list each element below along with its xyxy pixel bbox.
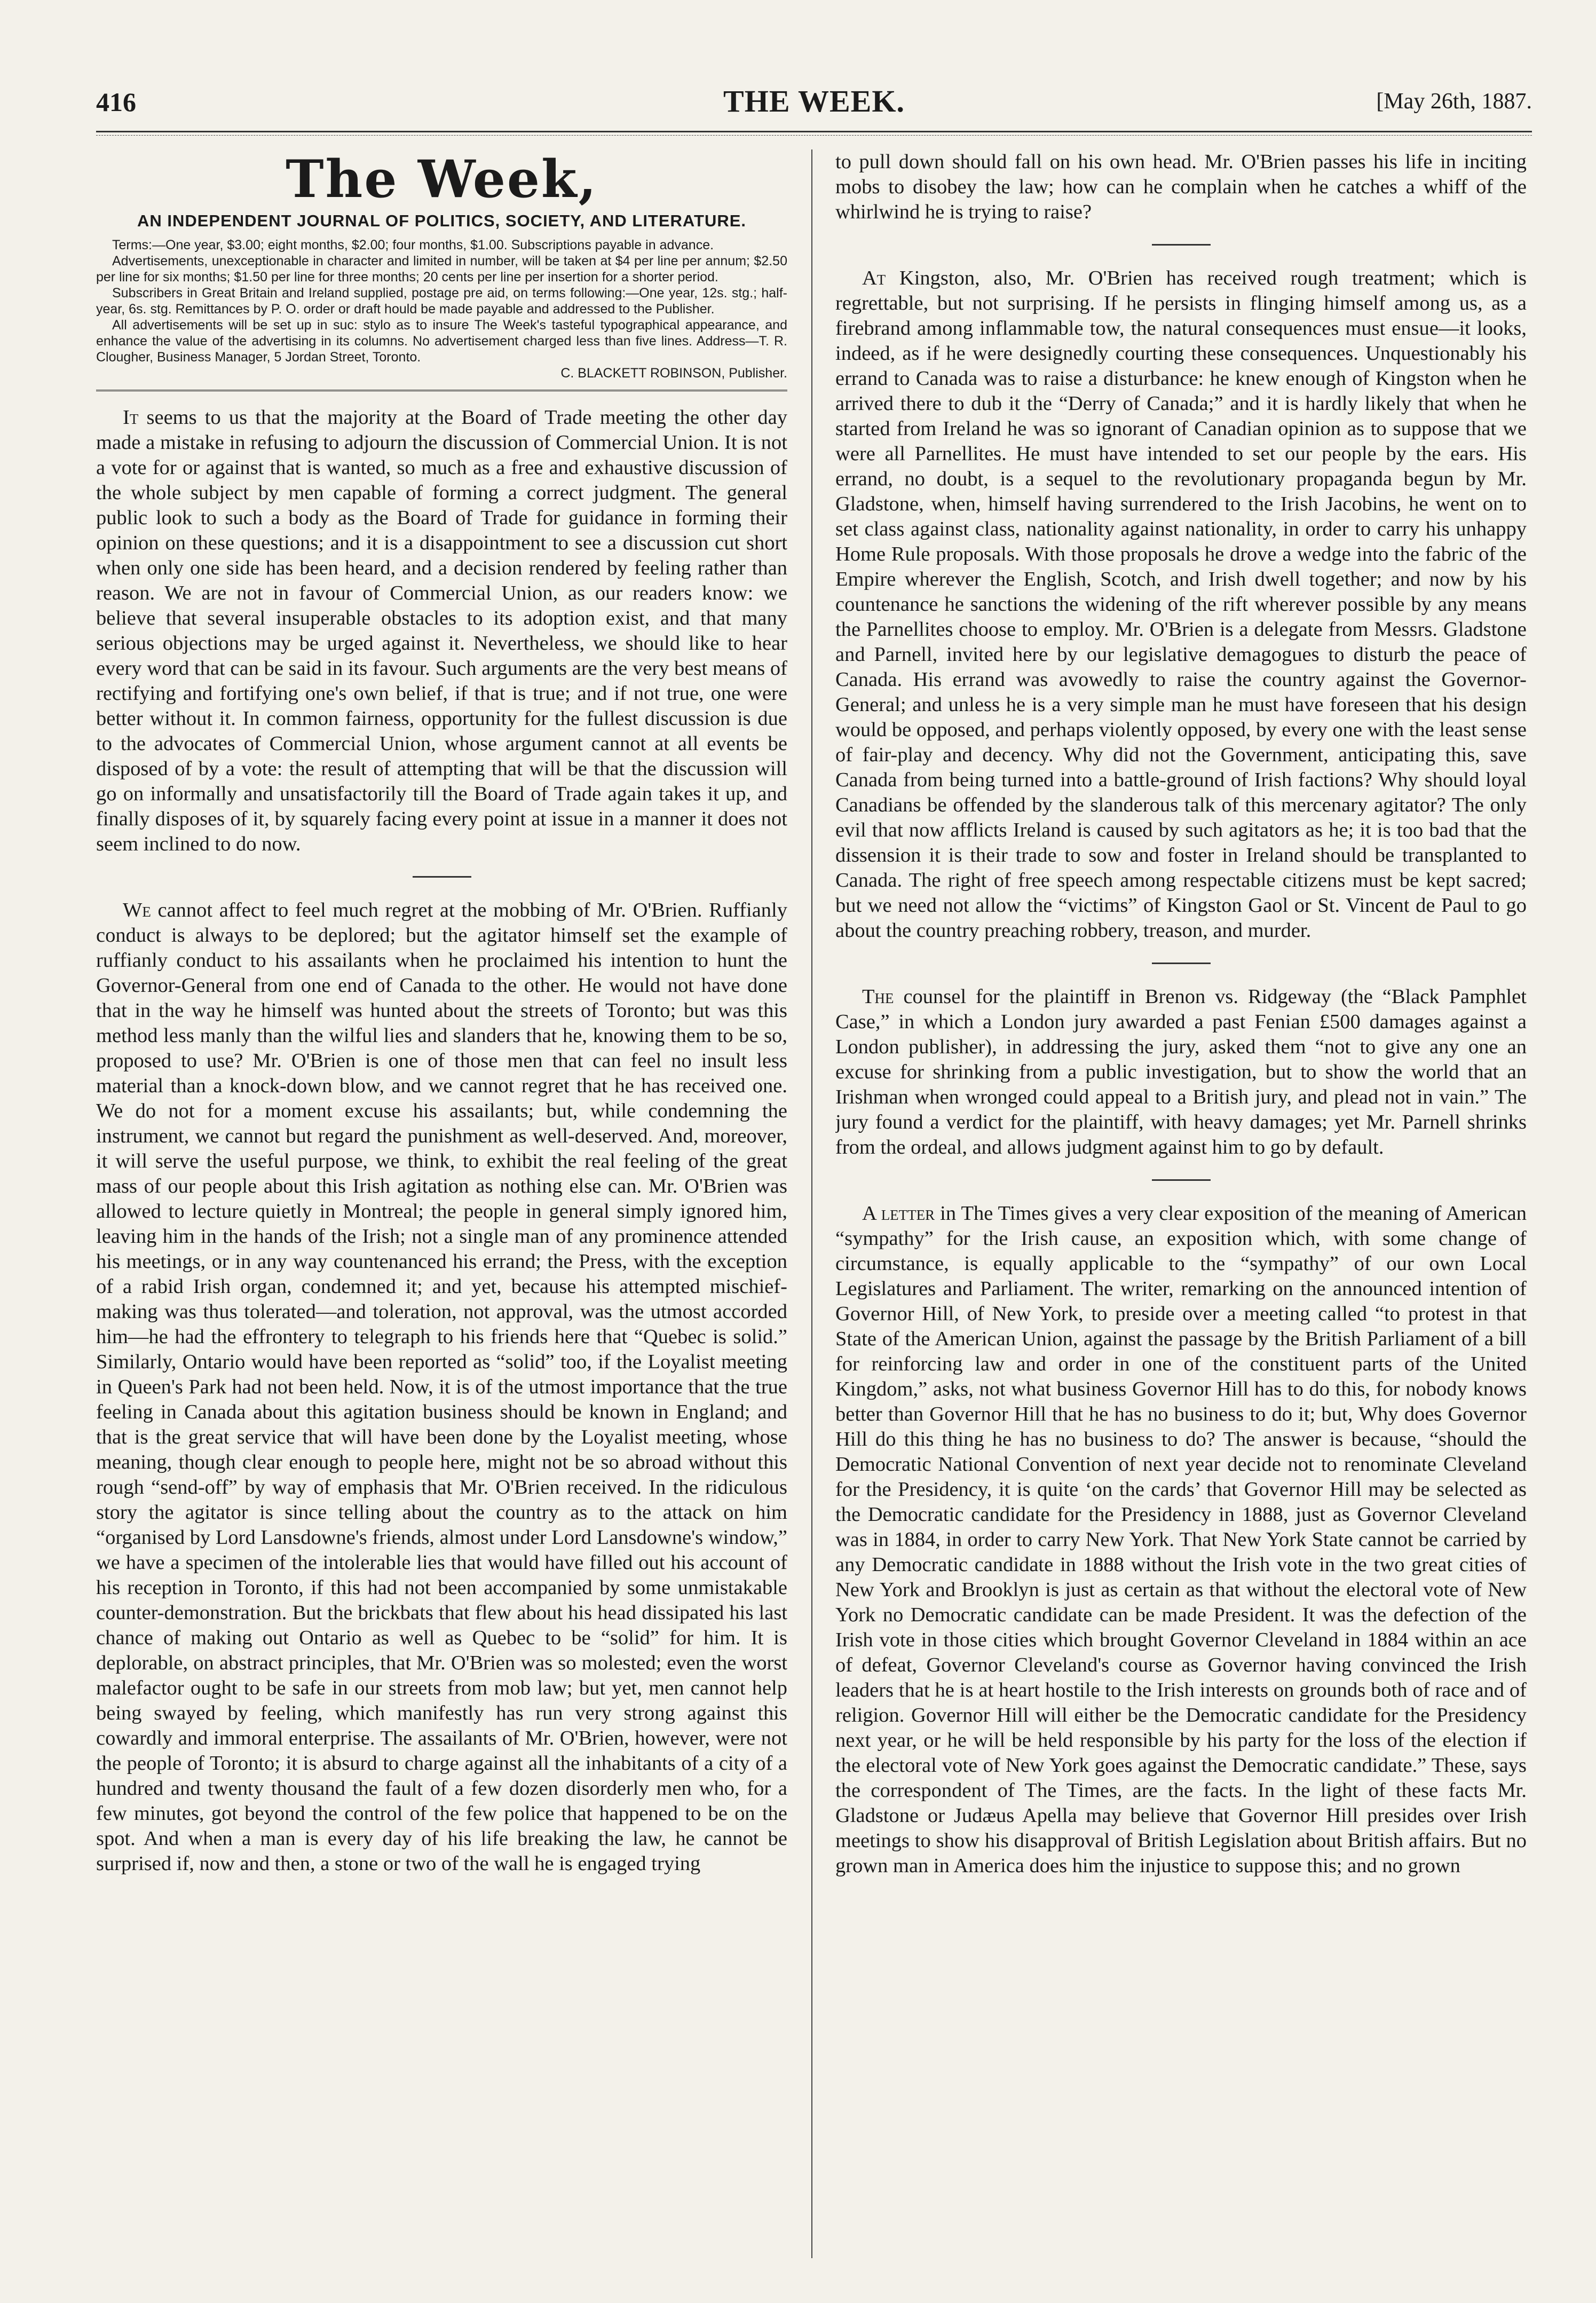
article-paragraph — [835, 1201, 1527, 1879]
article-paragraph — [835, 149, 1527, 225]
article-body: Kingston, also, Mr. O'Brien has received rough treatment; which is regrettable, but not surprising. If he persists in flinging himself among us, as a firebrand among inflammable tow, the natural consequences must ensue—it looks, indeed, as if he were designedly courting these consequences. Unquestionably his errand to Canada was to raise a disturbance: he knew enough of Kingston when he arrived there to dub it the “Derry of Canada;” and it is hardly likely that when he started from Ireland he was so ignorant of Canadian opinion as to suppose that we were all Parnellites. He must have intended to set our people by the ears. His errand, no doubt, is a sequel to the revolutionary propaganda begun by Mr. Gladstone, when, himself having surrendered to the Irish Jacobins, he went on to set class against class, nationality against nationality, in order to carry his unhappy Home Rule proposals. With those proposals he drove a wedge into the fabric of the Empire wherever the English, Scotch, and Irish dwell together; and now by his countenance he sanctions the widening of the rift wherever possible by any means the Parnellites choose to employ. Mr. O'Brien is a delegate from Messrs. Gladstone and Parnell, invited here by our legislative demagogues to disturb the peace of Canada. His errand was avowedly to raise the country against the Governor-General; and unless he is a very simple man he must have foreseen that his design would be opposed, and perhaps violently opposed, by every one with the least sense of fair-play and decency. Why did not the Government, anticipating this, save Canada from being turned into a battle-ground of Irish factions? Why should loyal Canadians be offended by the slanderous talk of this mercenary agitator? The only evil that now afflicts Ireland is caused by such agitators as he; it is too bad that the dissension it is their trade to sow and foster in Ireland should be transplanted to Canada. The right of free speech among respectable citizens must be kept sacred; but we need not allow the “victims” of Kingston Gaol or St. Vincent de Paul to go about the country preaching robbery, treason, and murder. — [835, 267, 1527, 942]
terms-rule — [96, 390, 787, 391]
terms-paragraph: Advertisements, unexceptionable in character and limited in number, will be taken at $4 per line per annum; $2.50 per line for six months; $1.50 per line for three months; 20 cents per line per insertion for a shorter period. — [96, 254, 787, 285]
article-continuation — [835, 149, 1527, 225]
article-divider — [1152, 244, 1211, 246]
left-column — [96, 149, 787, 2274]
article-body: seems to us that the majority at the Board of Trade meeting the other day made a mistake in refusing to adjourn the discussion of Commercial Union. It is not a vote for or against that is wanted, so much as a free and exhaustive discussion of the whole subject by men capable of forming a correct judgment. The general public look to such a body as the Board of Trade for guidance in forming their opinion on these questions; and it is a disappointment to see a discussion cut short when only one side has been heard, and a decision rendered by feeling rather than reason. We are not in favour of Commercial Union, as our readers know: we believe that several insuperable obstacles to its adoption exist, and that many serious objections may be urged against it. Nevertheless, we should like to hear every word that can be said in its favour. Such arguments are the very best means of rectifying and fortifying one's own belief, if that is true; and if not true, one were better without it. In common fairness, opportunity for the fullest discussion is due to the advocates of Commercial Union, whose argument cannot at all events be disposed of by a vote: the result of attempting that will be that the discussion will go on informally and unsatisfactorily till the Board of Trade again takes it up, and finally disposes of it, by squarely facing every point at issue in a manner it does not seem inclined to do now. — [96, 406, 787, 855]
newspaper-page — [96, 80, 1532, 2274]
header-rule — [96, 131, 1532, 132]
terms-paragraph: Terms:—One year, $3.00; eight months, $2.00; four months, $1.00. Subscriptions payable in advance. — [112, 238, 714, 253]
masthead-subtitle: AN INDEPENDENT JOURNAL OF POLITICS, SOCIETY, AND LITERATURE. — [137, 211, 747, 230]
article-paragraph — [96, 898, 787, 1876]
article — [835, 984, 1527, 1160]
article-lead: The — [862, 985, 894, 1008]
issue-date: [May 26th, 1887. — [1376, 89, 1532, 114]
column-separator — [811, 149, 812, 2258]
article-paragraph — [835, 984, 1527, 1160]
running-head — [96, 80, 1532, 123]
masthead-title: The Week, — [286, 149, 598, 209]
article-divider — [1152, 1179, 1211, 1181]
article-body: counsel for the plaintiff in Brenon vs. Ridgeway (the “Black Pamphlet Case,” in which a London jury awarded a past Fenian £500 damages against a London publisher), in addressing the jury, asked them “not to give any one an excuse for shrinking from a public investigation, but to show the world that an Irishman when wronged could appeal to a British jury, and plead not in vain.” The jury found a verdict for the plaintiff, with heavy damages; yet Mr. Parnell shrinks from the ordeal, and allows judgment against him to go by default. — [835, 985, 1527, 1158]
terms-paragraph: Subscribers in Great Britain and Ireland supplied, postage pre aid, on terms following:—One year, 12s. stg.; half-year, 6s. stg. Remittances by P. O. order or draft hould be made payable and addressed to the Publisher. — [96, 286, 787, 317]
article-lead: It — [123, 406, 139, 429]
article-body: cannot affect to feel much regret at the mobbing of Mr. O'Brien. Ruffianly conduct is always to be deplored; but the agitator himself set the example of ruffianly conduct to his assailants when he proclaimed his intention to hunt the Governor-General from one end of Canada to the other. He would not have done that in the way he himself was hunted about the streets of Toronto; but was this method less manly than the wilful lies and slanders that he, knowing them to be so, proposed to use? Mr. O'Brien is one of those men that can feel no insult less material than a knock-down blow, and we cannot regret that he has received one. We do not for a moment excuse his assailants; but, while condemning the instrument, we cannot but regard the punishment as well-deserved. And, moreover, it will serve the useful purpose, we think, to exhibit the real feeling of the great mass of our people about this Irish agitation as nothing else can. Mr. O'Brien was allowed to lecture quietly in Montreal; the people in general simply ignored him, leaving him in the hands of the Irish; not a single man of any prominence attended his meetings, or in any way countenanced his errand; the Press, with the exception of a rabid Irish organ, condemned it; and yet, because his attempted mischief-making was thus tolerated—and toleration, not approval, was the utmost accorded him—he had the effrontery to telegraph to his friends here that “Quebec is solid.” Similarly, Ontario would have been reported as “solid” too, if the Loyalist meeting in Queen's Park had not been held. Now, it is of the utmost importance that the true feeling in Canada about this agitation business should be known in England; and that is the great service that will have been done by the Loyalist meeting, whose meaning, though clear enough to people here, might not be so abroad without this rough “send-off” by way of emphasis that Mr. O'Brien received. In the ridiculous story the agitator is since telling about the country as to the attack on him “organised by Lord Lansdowne's friends, almost under Lord Lansdowne's window,” we have a specimen of the intolerable lies that would have filled out his account of his reception in Toronto, if this had not been accompanied by some unmistakable counter-demonstration. But the brickbats that flew about his head dissipated his last chance of making out Ontario as well as Quebec to be “solid” for him. It is deplorable, on abstract principles, that Mr. O'Brien was so molested; even the worst malefactor ought to be safe in our streets from mob law; but yet, men cannot help being swayed by feeling, which manifestly has run very strong against this cowardly and immoral enterprise. The assailants of Mr. O'Brien, however, were not the people of Toronto; it is absurd to charge against all the inhabitants of a city of a hundred and twenty thousand the fault of a few dozen disorderly men who, for a few minutes, got beyond the control of the few police that happened to be on the spot. And when a man is every day of his life breaking the law, he cannot be surprised if, now and then, a stone or two of the wall he is engaged trying — [96, 899, 787, 1875]
right-column — [835, 149, 1527, 2274]
article-body: to pull down should fall on his own head. Mr. O'Brien passes his life in inciting mobs to disobey the law; how can he complain when he catches a whiff of the whirlwind he is trying to raise? — [835, 151, 1527, 223]
page-number: 416 — [96, 87, 136, 117]
article-divider — [1152, 963, 1211, 964]
subscription-terms — [96, 237, 787, 381]
article — [96, 405, 787, 857]
terms-paragraph: All advertisements will be set up in suc: stylo as to insure The Week's tasteful typographical appearance, and enhance the value of the advertising in its columns. No advertisement charged less than five lines. Address—T. R. Clougher, Business Manager, 5 Jordan Street, Toronto. — [96, 318, 787, 365]
article-divider — [413, 876, 471, 878]
publisher-signature: C. BLACKETT ROBINSON, Publisher. — [560, 366, 787, 381]
running-title: THE WEEK. — [723, 84, 905, 119]
article-lead: A letter — [862, 1202, 935, 1225]
article-paragraph — [835, 266, 1527, 943]
article-paragraph — [96, 405, 787, 857]
article — [96, 898, 787, 1876]
article — [835, 266, 1527, 943]
article-lead: At — [862, 267, 886, 289]
article-body: in The Times gives a very clear exposition of the meaning of American “sympathy” for the Irish cause, an exposition which, with some change of circumstance, is equally applicable to the “sympathy” of our own Local Legislatures and Parliament. The writer, remarking on the announced intention of Governor Hill, of New York, to preside over a meeting called “to protest in that State of the American Union, against the passage by the British Parliament of a bill for reinforcing law and order in one of the constituent parts of the United Kingdom,” asks, not what business Governor Hill has to do this, for nobody knows better than Governor Hill that he has no business to do it; but, Why does Governor Hill do this thing he has no business to do? The answer is because, “should the Democratic National Convention of next year decide not to renominate Cleveland for the Presidency, it is quite ‘on the cards’ that Governor Hill may be selected as the Democratic candidate for the Presidency in 1888, just as Governor Cleveland was in 1884, in order to carry New York. That New York State cannot be carried by any Democratic candidate in 1888 without the Irish vote in the two great cities of New York and Brooklyn is just as certain as that without the electoral vote of New York no Democratic candidate can be made President. It was the defection of the Irish vote in those cities which brought Governor Cleveland in 1884 within an ace of defeat, Governor Cleveland's course as Governor having convinced the Irish leaders that he is at heart hostile to the Irish interests on grounds both of race and of religion. Governor Hill will either be the Democratic candidate for the Presidency next year, or he will be held responsible by his party for the loss of the election if the electoral vote of New York goes against the Democratic candidate.” These, says the correspondent of The Times, are the facts. In the light of these facts Mr. Gladstone or Judæus Apella may believe that Governor Hill presides over Irish meetings to show his disapproval of British Legislation about British affairs. But no grown man in America does him the injustice to suppose this; and no grown — [835, 1202, 1527, 1877]
article-lead: We — [123, 899, 151, 921]
header-rule-dashed — [96, 135, 1532, 136]
article — [835, 1201, 1527, 1879]
